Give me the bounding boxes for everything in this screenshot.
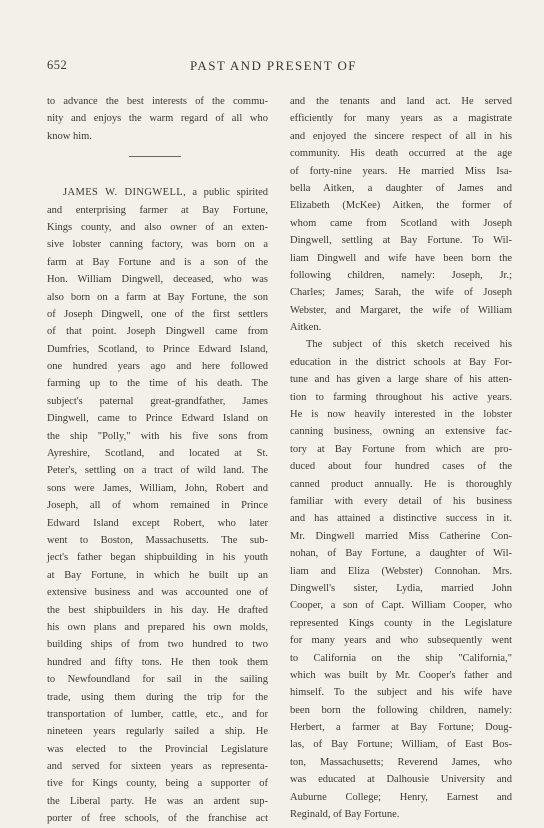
- text-line: tune and has given a large share of his atten-: [290, 374, 512, 386]
- text-line: Charles; James; Sarah, the wife of Joseph: [290, 287, 512, 299]
- biography-paragraph: [47, 184, 268, 827]
- intro-paragraph: [47, 93, 268, 145]
- text-line: Herbert, a farmer at Bay Fortune; Doug-: [290, 722, 512, 734]
- text-line: of that point. Joseph Dingwell came from: [47, 326, 268, 338]
- text-line: represented Kings county in the Legislature: [290, 617, 512, 629]
- text-line: one hundred years ago and here followed: [47, 361, 268, 373]
- page-number: 652: [47, 58, 68, 72]
- text-line: farming up to the time of his death. The: [47, 378, 268, 390]
- text-line: subject's paternal great-grandfather, James: [47, 395, 268, 407]
- text-line: to Newfoundland for sail in the sailing: [47, 674, 268, 686]
- right-column: [290, 93, 512, 823]
- text-line: Ayreshire, Scotland, and located at St.: [47, 448, 268, 460]
- text-line: nity and enjoys the warm regard of all who: [47, 113, 268, 125]
- text-line: Aitken.: [290, 322, 322, 334]
- text-line: Joseph, all of whom remained in Prince: [47, 500, 268, 512]
- text-line: sive lobster canning factory, was born on a: [47, 239, 268, 251]
- text-line: extensive business and was accounted one of: [47, 587, 268, 599]
- text-line: his own plans and prepared his own molds,: [47, 621, 268, 633]
- text-line: and has attained a distinctive success in it.: [290, 513, 512, 525]
- text-line: education in the district schools at Bay For-: [290, 356, 512, 368]
- text-line: whom came from Scotland with Joseph: [290, 217, 512, 229]
- text-line: transportation of lumber, cattle, etc., and for: [47, 708, 268, 720]
- text-line: duced about four hundred cases of the: [290, 461, 512, 473]
- text-line: Cooper, a son of Capt. William Cooper, who: [290, 600, 512, 612]
- text-line: and enterprising farmer at Bay Fortune,: [47, 204, 268, 216]
- text-line: Hon. William Dingwell, deceased, who was: [47, 274, 268, 286]
- text-line: familiar with every detail of his business: [290, 495, 512, 507]
- text-line: the ship "Polly," with his five sons from: [47, 430, 268, 442]
- text-line: Auburne College; Henry, Earnest and: [290, 791, 512, 803]
- text-line: Dingwell's sister, Lydia, married John: [290, 582, 512, 594]
- text-line: liam Dingwell and wife have been born the: [290, 252, 512, 264]
- text-line: ton, Massachusetts; Reverend James, who: [290, 756, 512, 768]
- text-line: of Joseph Dingwell, one of the first settlers: [47, 308, 268, 320]
- text-line: Edward Island except Robert, who later: [47, 517, 268, 529]
- text-line: porter of free schools, of the franchise act: [47, 813, 268, 825]
- text-line: building ships of from two hundred to two: [47, 639, 268, 651]
- text-line: liam and Eliza (Webster) Connohan. Mrs.: [290, 565, 512, 577]
- text-line: to advance the best interests of the commu-: [47, 96, 268, 107]
- subject-paragraph: [290, 336, 512, 823]
- text-line: know him.: [47, 130, 92, 142]
- text-line: Mr. Dingwell married Miss Catherine Con-: [290, 530, 512, 542]
- text-line: and served for sixteen years as representa-: [47, 761, 268, 773]
- text-line: tory at Bay Fortune from which are pro-: [290, 443, 512, 455]
- text-line: to California on the ship "California,": [290, 652, 512, 664]
- text-line: canned product annually. He is thoroughly: [290, 478, 512, 490]
- text-line: community. His death occurred at the age: [290, 148, 512, 160]
- text-line: Reginald, of Bay Fortune.: [290, 809, 400, 821]
- text-line: Dingwell, came to Prince Edward Island on: [47, 413, 268, 425]
- text-line: tive for Kings county, being a supporter of: [47, 778, 268, 790]
- text-line: sons were James, William, John, Robert and: [47, 482, 268, 494]
- text-line: las, of Bay Fortune; William, of East Bos-: [290, 739, 512, 751]
- continuation-paragraph: [290, 93, 512, 336]
- text-line: which was built by Mr. Cooper's father and: [290, 669, 512, 681]
- text-line: and enjoyed the sincere respect of all in his: [290, 130, 512, 142]
- text-line: been born the following children, namely:: [290, 704, 512, 716]
- page-header: [0, 58, 544, 78]
- text-line: canning business, owning an extensive fac-: [290, 426, 512, 438]
- text-line: Kings county, and also owner of an exten-: [47, 221, 268, 233]
- text-line: also born on a farm at Bay Fortune, the son: [47, 291, 268, 303]
- text-line: The subject of this sketch received his: [306, 339, 512, 351]
- text-line: following children, namely: Joseph, Jr.;: [290, 269, 512, 281]
- text-line: of forty-nine years. He married Miss Isa-: [290, 165, 512, 177]
- text-line: ject's father began shipbuilding in his youth: [47, 552, 268, 564]
- text-line: nineteen years regularly sailed a ship. He: [47, 726, 268, 738]
- text-line: He is now heavily interested in the lobster: [290, 409, 512, 421]
- text-line: trade, using them during the trip for the: [47, 691, 268, 703]
- text-line: Dingwell, settling at Bay Fortune. To Wil-: [290, 235, 512, 247]
- text-line: for many years and who subsequently went: [290, 635, 512, 647]
- text-line: hundred and fifty tons. He then took them: [47, 656, 268, 668]
- text-line: Dumfries, Scotland, to Prince Edward Island,: [47, 343, 268, 355]
- text-line: JAMES W. DINGWELL, a public spirited: [63, 187, 268, 199]
- text-line: efficiently for many years as a magistrate: [290, 113, 512, 125]
- text-line: tion to farming throughout his active years.: [290, 391, 512, 403]
- left-column: [47, 93, 268, 828]
- text-line: the Liberal party. He was an ardent sup-: [47, 795, 268, 807]
- text-line: bella Aitken, a daughter of James and: [290, 182, 512, 194]
- text-line: nohan, of Bay Fortune, a daughter of Wil-: [290, 548, 512, 560]
- text-line: and the tenants and land act. He served: [290, 96, 512, 107]
- text-line: farm at Bay Fortune and is a son of the: [47, 256, 268, 268]
- text-line: himself. To the subject and his wife have: [290, 687, 512, 699]
- text-line: the best shipbuilders in his day. He drafted: [47, 604, 268, 616]
- text-line: was elected to the Provincial Legislature: [47, 743, 268, 755]
- text-line: Elizabeth (McKee) Aitken, the former of: [290, 200, 512, 212]
- text-line: at Bay Fortune, in which he built up an: [47, 569, 268, 581]
- text-line: Peter's, settling on a tract of wild land. The: [47, 465, 268, 477]
- text-line: was educated at Dalhousie University and: [290, 774, 512, 786]
- text-line: went to Boston, Massachusetts. The sub-: [47, 534, 268, 546]
- running-head: PAST AND PRESENT OF: [190, 58, 357, 73]
- text-line: Webster, and Margaret, the wife of William: [290, 304, 512, 316]
